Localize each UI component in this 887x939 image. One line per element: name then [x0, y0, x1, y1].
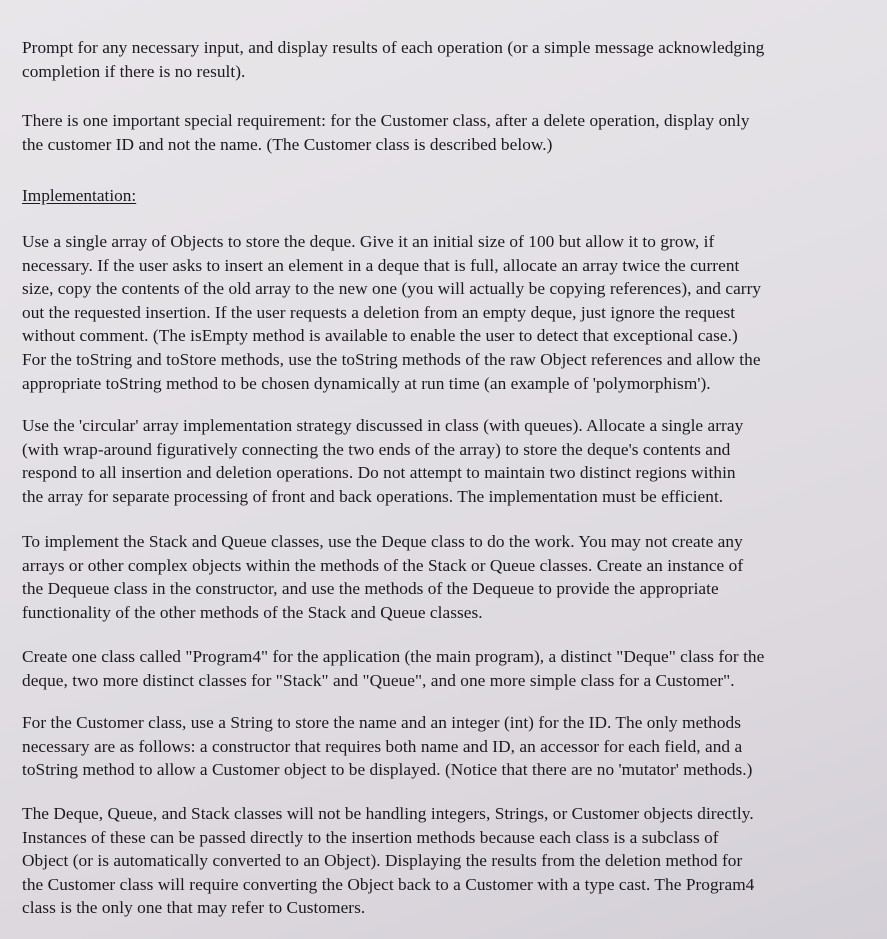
text-line: without comment. (The isEmpty method is available to enable the user to detect that exceptional case.): [22, 326, 738, 346]
paragraph-customer-class: [22, 711, 872, 782]
text-line: For the toString and toStore methods, use the toString methods of the raw Object references and allow the: [22, 349, 761, 369]
text-line: class is the only one that may refer to Customers.: [22, 898, 366, 918]
text-line: size, copy the contents of the old array to the new one (you will actually be copying references), and carry: [22, 279, 762, 299]
text-line: the Customer class will require converting the Object back to a Customer with a type cast. The Program4: [22, 874, 755, 894]
text-line: Create one class called "Program4" for the application (the main program), a distinct "Deque" class for the: [22, 647, 765, 666]
text-line: Object (or is automatically converted to an Object). Displaying the results from the deletion method for: [22, 851, 743, 871]
text-line: deque, two more distinct classes for "Stack" and "Queue", and one more simple class for a Customer".: [22, 670, 735, 690]
text-line: (with wrap-around figuratively connecting the two ends of the array) to store the deque's contents and: [22, 439, 731, 459]
text-line: To implement the Stack and Queue classes, use the Deque class to do the work. You may not create any: [22, 532, 743, 551]
text-line: out the requested insertion. If the user requests a deletion from an empty deque, just ignore the request: [22, 302, 736, 322]
paragraph-special-requirement: [22, 109, 872, 156]
text-line: arrays or other complex objects within the methods of the Stack or Queue classes. Create an instance of: [22, 555, 744, 575]
text-line: functionality of the other methods of the Stack and Queue classes.: [22, 602, 483, 622]
text-line: The Deque, Queue, and Stack classes will not be handling integers, Strings, or Customer objects directly.: [22, 804, 754, 823]
section-heading-implementation: Implementation:: [22, 186, 137, 205]
paragraph-input-prompt: [22, 36, 872, 83]
text-line: necessary. If the user asks to insert an element in a deque that is full, allocate an array twice the current: [22, 255, 740, 275]
paragraph-array-storage: [22, 230, 872, 395]
text-line: Use the 'circular' array implementation strategy discussed in class (with queues). Allocate a single array: [22, 416, 744, 435]
text-line: the customer ID and not the name. (The Customer class is described below.): [22, 134, 553, 154]
text-line: Instances of these can be passed directly to the insertion methods because each class is a subclass of: [22, 827, 719, 847]
text-line: the Dequeue class in the constructor, and use the methods of the Dequeue to provide the appropriate: [22, 579, 719, 599]
text-line: completion if there is no result).: [22, 61, 246, 81]
text-line: the array for separate processing of front and back operations. The implementation must be efficient.: [22, 486, 724, 506]
text-line: For the Customer class, use a String to store the name and an integer (int) for the ID. The only methods: [22, 713, 742, 732]
text-line: necessary are as follows: a constructor that requires both name and ID, an accessor for each field, and a: [22, 736, 743, 756]
text-line: Prompt for any necessary input, and display results of each operation (or a simple message acknowledging: [22, 38, 765, 57]
text-line: Use a single array of Objects to store the deque. Give it an initial size of 100 but allow it to grow, if: [22, 232, 715, 251]
paragraph-circular-array: [22, 414, 872, 508]
text-line: respond to all insertion and deletion operations. Do not attempt to maintain two distinct regions within: [22, 463, 736, 483]
paragraph-stack-queue: [22, 530, 872, 624]
paragraph-object-handling: [22, 802, 872, 920]
text-line: toString method to allow a Customer object to be displayed. (Notice that there are no 'mutator' methods.): [22, 760, 753, 780]
text-line: There is one important special requirement: for the Customer class, after a delete operation, display only: [22, 111, 750, 130]
paragraph-class-list: [22, 645, 872, 692]
text-line: appropriate toString method to be chosen dynamically at run time (an example of 'polymorphism').: [22, 373, 711, 393]
